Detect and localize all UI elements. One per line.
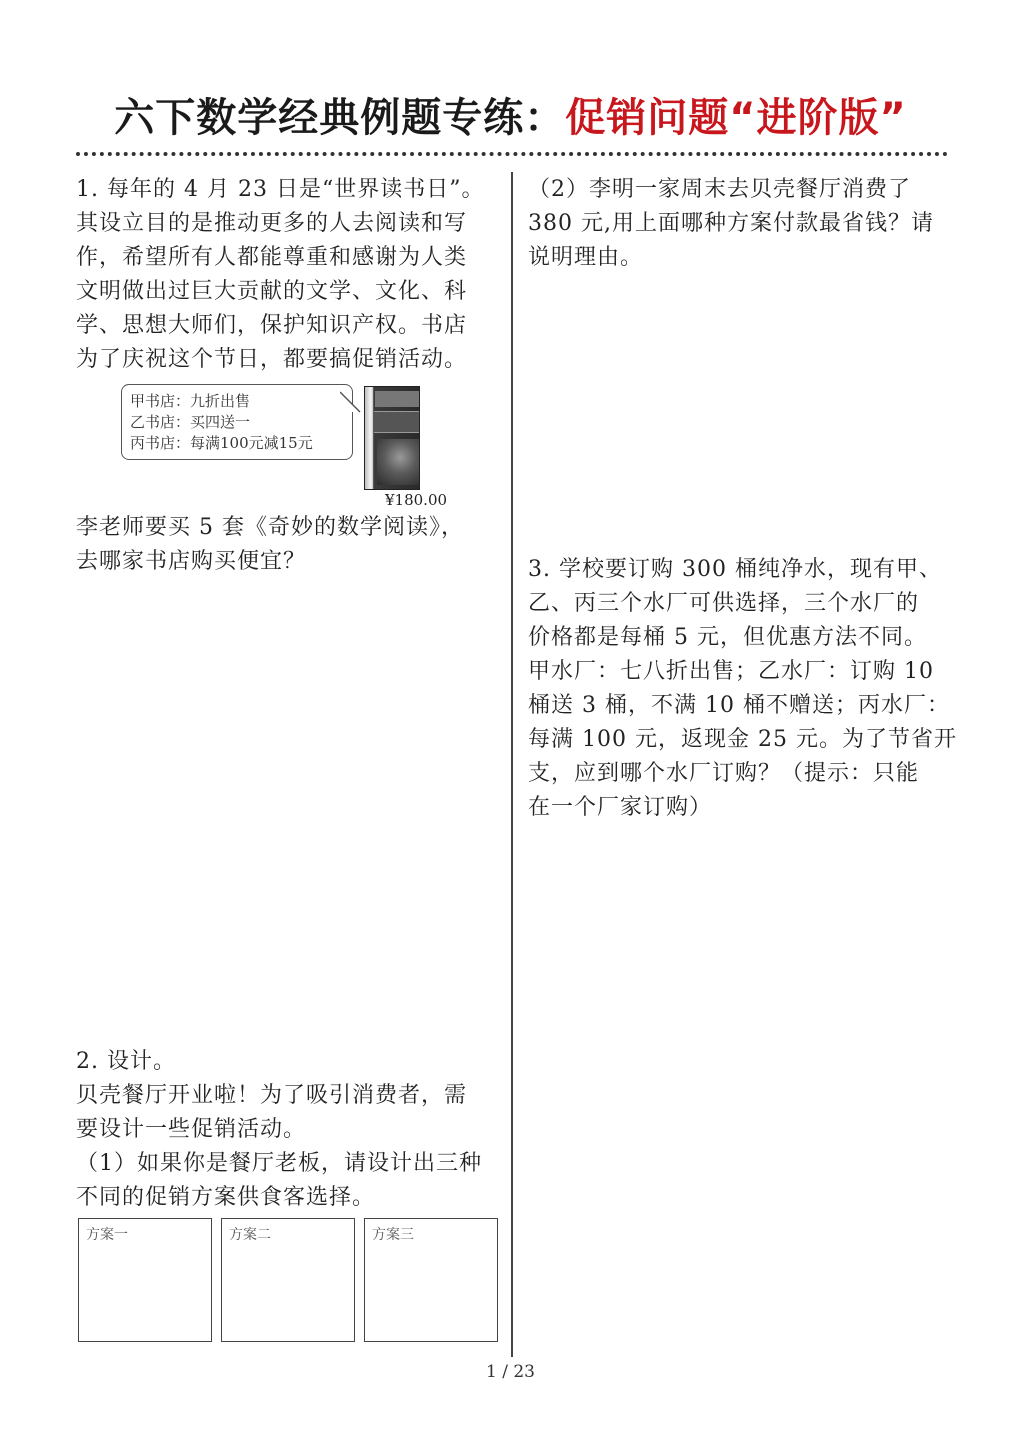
- plan-box-1: [78, 1218, 212, 1342]
- question-2-text: 2. 设计。 贝壳餐厅开业啦！为了吸引消费者，需 要设计一些促销活动。 （1）如果你是餐厅老板，请设计出三种 不同的促销方案供食客选择。: [76, 1049, 482, 1210]
- title-divider: [76, 152, 948, 156]
- plan-label-1: 方案一: [86, 1227, 128, 1243]
- store-offer-bing: 丙书店：每满100元减15元: [130, 434, 313, 452]
- store-offers-bubble: [121, 384, 353, 460]
- question-1-text: 1. 每年的 4 月 23 日是“世界读书日”。 其设立目的是推动更多的人去阅读和写 作，希望所有人都能尊重和感谢为人类 文明做出过巨大贡献的文学、文化、科 学、思想大师们，保护知识产权。书店 为了庆祝这个节日，都要搞促销活动。: [76, 177, 485, 372]
- store-offer-yi: 乙书店：买四送一: [130, 413, 251, 431]
- title-highlight: 促销问题“进阶版”: [565, 95, 907, 141]
- plan-box-2: [221, 1218, 355, 1342]
- plan-label-3: 方案三: [372, 1227, 414, 1243]
- plan-box-3: [364, 1218, 498, 1342]
- question-2-part-2: （2）李明一家周末去贝壳餐厅消费了 380 元,用上面哪种方案付款最省钱？请 说明理由。: [528, 177, 934, 270]
- plan-label-2: 方案二: [229, 1227, 271, 1243]
- page-title: [0, 86, 1021, 143]
- column-divider: [511, 172, 513, 1357]
- book-price: ¥180.00: [385, 491, 448, 509]
- question-3-text: 3. 学校要订购 300 桶纯净水，现有甲、 乙、丙三个水厂可供选择，三个水厂的 价格都是每桶 5 元，但优惠方法不同。 甲水厂：七八折出售；乙水厂：订购 10 桶送 3 桶，不满 10 桶不赠送；丙水厂： 每满 100 元，返现金 25 元。为了节省开 支，应到哪个水厂订购？（提示：只能 在一个厂家订购）: [528, 557, 957, 820]
- book-cover-image: [364, 386, 420, 490]
- store-offer-jia: 甲书店：九折出售: [130, 392, 251, 410]
- title-prefix: 六下数学经典例题专练：: [114, 95, 566, 141]
- page-number: 1 / 23: [486, 1362, 535, 1382]
- bubble-tail-icon: [340, 390, 364, 420]
- question-1-ask: 李老师要买 5 套《奇妙的数学阅读》， 去哪家书店购买便宜？: [76, 515, 464, 574]
